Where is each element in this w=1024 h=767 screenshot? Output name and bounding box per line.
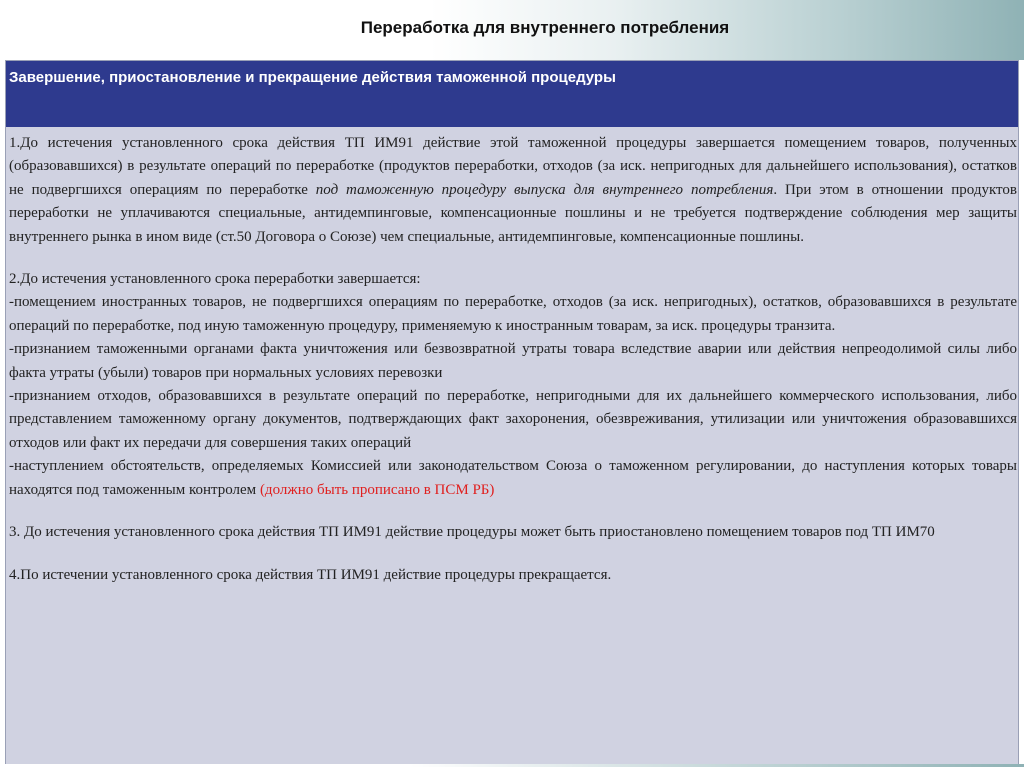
table-header-text: Завершение, приостановление и прекращение действия таможенной процедуры: [9, 69, 616, 86]
paragraph-1: [9, 132, 1017, 249]
paragraph-2-item-1: -помещением иностранных товаров, не подвергшихся операциям по переработке, отходов (за иск. непригодных), остатков, образовавшихся в результате операций по переработке, под иную таможенную процедуру, применяемую к иностранным товарам, за иск. процедуры транзита.: [9, 294, 1017, 334]
paragraph-2-intro: 2.До истечения установленного срока переработки завершается:: [9, 271, 421, 288]
slide-title: Переработка для внутреннего потребления: [360, 18, 730, 37]
table-body-cell: [6, 127, 1018, 765]
p1-text-end: . При этом в отношении продуктов переработки не уплачиваются специальные, антидемпинговые, компенсационные пошлины и не требуется подтверждение соблюдения мер защиты внутреннего рынка в ином виде (ст.50 Договора о Союзе) чем специальные, антидемпинговые, компенсационные пошлины.: [9, 181, 1017, 245]
body-text: [9, 132, 1017, 587]
paragraph-2-item-4: [9, 455, 1017, 502]
title-bar: [0, 0, 1024, 60]
paragraph-2-item-2: -признанием таможенными органами факта уничтожения или безвозвратной утраты товара вследствие аварии или действия непреодолимой силы либо факта утраты (убыли) товаров при нормальных условиях перевозки: [9, 341, 1017, 381]
p2-item4-text: -наступлением обстоятельств, определяемых Комиссией или законодательством Союза о таможенном регулировании, до наступления которых товары находятся под таможенным контролем: [9, 458, 1017, 498]
content-table: [5, 60, 1019, 766]
p2-item4-note: (должно быть прописано в ПСМ РБ): [259, 481, 495, 498]
paragraph-3: 3. До истечения установленного срока действия ТП ИМ91 действие процедуры может быть приостановлено помещением товаров под ТП ИМ70: [9, 524, 935, 541]
table-header-row: [6, 61, 1018, 128]
paragraph-4: 4.По истечении установленного срока действия ТП ИМ91 действие процедуры прекращается.: [9, 566, 612, 583]
paragraph-2-item-3: -признанием отходов, образовавшихся в результате операций по переработке, непригодными для их дальнейшего коммерческого использования, либо представлением таможенному органу документов, подтверждающих факт захоронения, обезвреживания, утилизации или уничтожения образовавшихся отходов или факт их передачи для совершения таких операций: [9, 388, 1017, 451]
p1-text: 1.До истечения установленного срока действия ТП ИМ91 действие этой таможенной процедуры завершается помещением товаров, полученных (образовавшихся) в результате операций по переработке (продуктов переработки, отходов (за иск. непригодных для дальнейшего использования), остатков не подвергшихся операциям по переработке: [9, 135, 1017, 198]
p1-italic-text: под таможенную процедуру выпуска для внутреннего потребления: [315, 181, 774, 198]
